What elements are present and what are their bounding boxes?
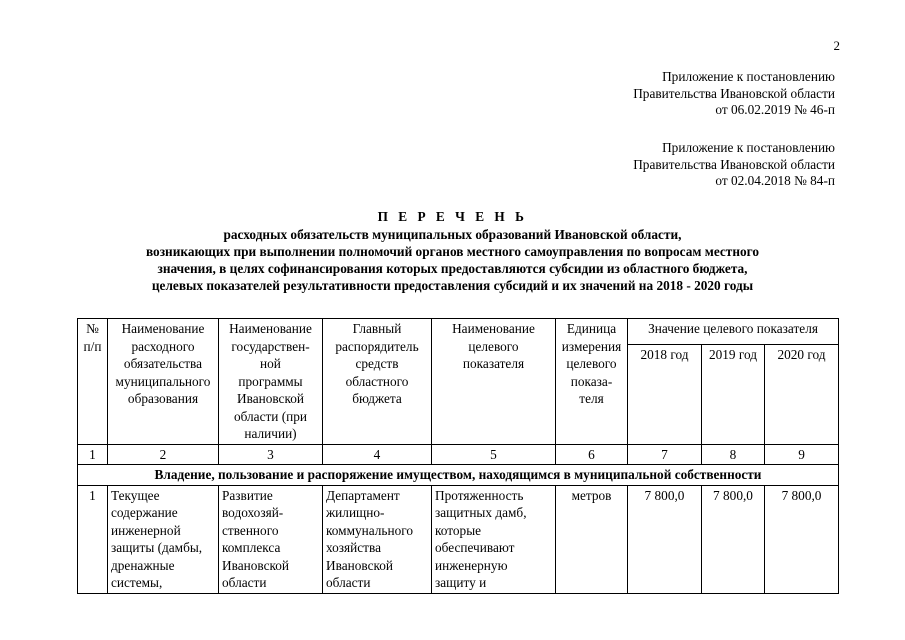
appendix-line: Правительства Ивановской области <box>633 85 835 101</box>
row-manager <box>323 485 432 593</box>
cell-line: инженерную <box>435 557 508 573</box>
header-text: Наименование <box>229 321 312 336</box>
header-text: ной <box>260 356 281 371</box>
header-unit <box>556 319 628 445</box>
appendix-block-1 <box>633 69 835 119</box>
header-manager <box>323 319 432 445</box>
column-index-row <box>78 444 839 465</box>
title-line: целевых показателей результативности предоставления субсидий и их значений на 2018 - 2020 годы <box>151 278 754 293</box>
header-text: п/п <box>83 338 102 354</box>
header-text: целевого <box>468 338 519 354</box>
appendix-block-2 <box>633 140 835 190</box>
title-line: возникающих при выполнении полномочий органов местного самоуправления по вопросам местного <box>145 244 760 259</box>
appendix-line: от 06.02.2019 № 46-п <box>715 102 835 118</box>
row-unit: метров <box>556 485 628 593</box>
header-text: средств <box>355 356 399 371</box>
appendix-line: от 02.04.2018 № 84-п <box>715 173 835 189</box>
row-value-2019: 7 800,0 <box>702 485 765 593</box>
cell-line: Ивановской <box>326 557 394 573</box>
cell-line: Текущее <box>111 487 160 503</box>
title-main: П Е Р Е Ч Е Н Ь <box>377 209 528 224</box>
section-row <box>78 465 839 486</box>
cell-line: обеспечивают <box>435 540 515 555</box>
cell-line: жилищно- <box>326 505 385 520</box>
header-indicator <box>432 319 556 445</box>
cell-line: области <box>326 575 371 590</box>
header-text: Главный <box>352 321 402 336</box>
header-text: области (при <box>233 408 308 424</box>
row-program <box>219 485 323 593</box>
header-text: № <box>86 321 99 336</box>
header-text: показа- <box>570 373 613 389</box>
row-num: 1 <box>78 485 108 593</box>
header-text: муниципального <box>115 373 211 389</box>
header-num <box>78 319 108 445</box>
cell-line: Протяженность <box>435 487 524 503</box>
header-year-2018: 2018 год <box>628 344 702 444</box>
cell-line: водохозяй- <box>222 505 284 520</box>
cell-line: области <box>222 575 267 590</box>
cell-line: дренажные <box>111 557 175 573</box>
header-obligation <box>108 319 219 445</box>
cell-line: системы, <box>111 575 163 590</box>
obligations-table <box>77 318 839 594</box>
row-obligation <box>108 485 219 593</box>
cell-line: Департамент <box>326 487 400 503</box>
header-text: государствен- <box>231 338 310 354</box>
header-text: Наименование <box>121 321 205 336</box>
appendix-line: Правительства Ивановской области <box>633 156 835 172</box>
cell-line: хозяйства <box>326 540 381 555</box>
header-text: Наименование <box>452 321 535 336</box>
cell-line: Ивановской <box>222 557 290 573</box>
cell-line: коммунального <box>326 522 414 538</box>
header-year-2020: 2020 год <box>765 344 839 444</box>
cell-line: ственного <box>222 522 279 538</box>
row-value-2020: 7 800,0 <box>765 485 839 593</box>
cell-line: защиту и <box>435 575 487 590</box>
header-text: Ивановской <box>236 391 305 406</box>
column-index: 1 <box>78 444 108 465</box>
document-title <box>0 208 905 294</box>
section-title: Владение, пользование и распоряжение имуществом, находящимся в муниципальной собственности <box>78 465 839 486</box>
header-text: расходного <box>131 338 195 354</box>
title-line: расходных обязательств муниципальных образований Ивановской области, <box>223 227 682 242</box>
header-year-2019: 2019 год <box>702 344 765 444</box>
column-index: 6 <box>556 444 628 465</box>
cell-line: комплекса <box>222 540 281 555</box>
header-text: наличии) <box>244 426 297 441</box>
cell-line: Развитие <box>222 487 273 503</box>
column-index: 8 <box>702 444 765 465</box>
header-text: Единица <box>566 321 617 336</box>
header-text: теля <box>579 391 604 406</box>
cell-line: инженерной <box>111 522 181 538</box>
row-value-2018: 7 800,0 <box>628 485 702 593</box>
page-number: 2 <box>833 38 840 53</box>
header-text: обязательства <box>123 356 203 371</box>
header-text: целевого <box>566 356 617 371</box>
column-index: 5 <box>432 444 556 465</box>
title-line: значения, в целях софинансирования которых предоставляются субсидии из областного бюджета, <box>157 261 748 276</box>
cell-line: которые <box>435 522 482 538</box>
header-text: бюджета <box>352 391 402 406</box>
cell-line: содержание <box>111 505 178 520</box>
header-text: показателя <box>462 356 525 371</box>
column-index: 3 <box>219 444 323 465</box>
column-index: 4 <box>323 444 432 465</box>
header-text: программы <box>238 373 303 389</box>
header-text: распорядитель <box>335 338 419 354</box>
appendix-line: Приложение к постановлению <box>662 69 835 84</box>
appendix-line: Приложение к постановлению <box>662 140 835 155</box>
header-text: областного <box>345 373 409 389</box>
header-text: образования <box>127 391 199 406</box>
column-index: 9 <box>765 444 839 465</box>
table-row <box>78 485 839 593</box>
column-index: 7 <box>628 444 702 465</box>
header-program <box>219 319 323 445</box>
table-header-row <box>78 319 839 345</box>
header-target-value: Значение целевого показателя <box>628 319 839 345</box>
row-indicator <box>432 485 556 593</box>
column-index: 2 <box>108 444 219 465</box>
cell-line: защиты (дамбы, <box>111 540 203 555</box>
cell-line: защитных дамб, <box>435 505 527 520</box>
header-text: измерения <box>561 338 622 354</box>
